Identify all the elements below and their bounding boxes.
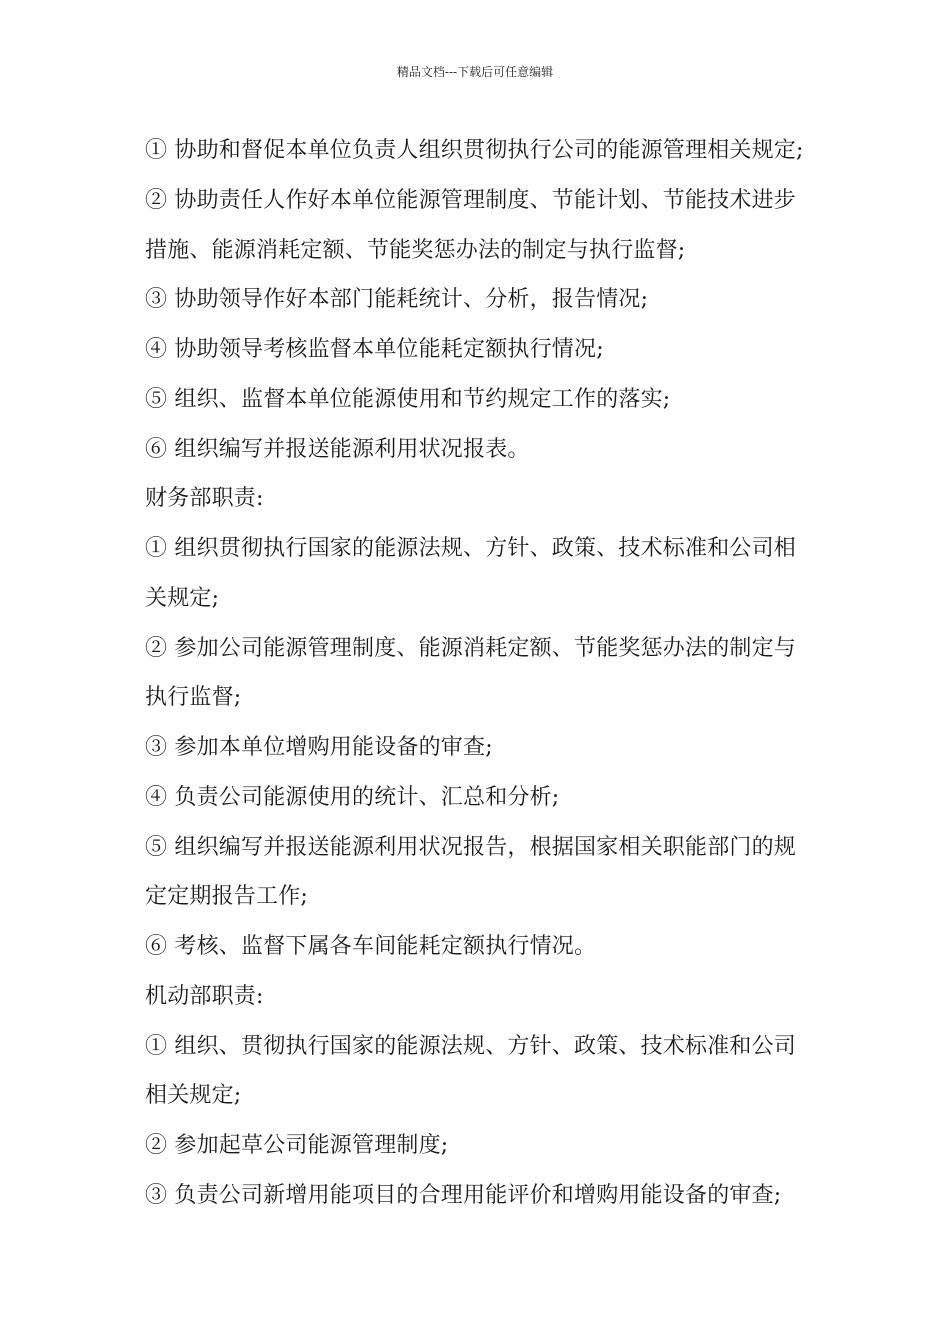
text-line: ② 协助责任人作好本单位能源管理制度、节能计划、节能技术进步 <box>145 187 796 213</box>
text-line: ② 参加公司能源管理制度、能源消耗定额、节能奖惩办法的制定与 <box>145 635 796 661</box>
text-line: 定定期报告工作; <box>145 884 309 910</box>
text-line: ⑥ 组织编写并报送能源利用状况报表。 <box>145 436 530 462</box>
text-line: ① 协助和督促本单位负责人组织贯彻执行公司的能源管理相关规定; <box>145 138 804 163</box>
text-line: 相关规定; <box>145 1083 242 1109</box>
text-line: ③ 协助领导作好本部门能耗统计、分析，报告情况; <box>145 287 649 313</box>
text-line: ⑤ 组织、监督本单位能源使用和节约规定工作的落实; <box>145 386 671 412</box>
text-line: ⑤ 组织编写并报送能源利用状况报告，根据国家相关职能部门的规 <box>145 834 796 860</box>
text-line: ② 参加起草公司能源管理制度; <box>145 1133 449 1158</box>
section-heading: 机动部职责: <box>145 983 264 1009</box>
text-line: ① 组织贯彻执行国家的能源法规、方针、政策、技术标准和公司相 <box>145 536 796 561</box>
text-line: ④ 协助领导考核监督本单位能耗定额执行情况; <box>145 337 604 362</box>
text-line: ③ 参加本单位增购用能设备的审查; <box>145 735 493 760</box>
page-header: 精品文档---下载后可任意编辑 <box>396 65 554 79</box>
text-line: ① 组织、贯彻执行国家的能源法规、方针、政策、技术标准和公司 <box>145 1033 796 1059</box>
text-line: 执行监督; <box>145 685 242 711</box>
text-line: ⑥ 考核、监督下属各车间能耗定额执行情况。 <box>145 934 597 959</box>
document-body <box>145 126 815 1221</box>
text-line: 关规定; <box>145 585 220 611</box>
text-line: ④ 负责公司能源使用的统计、汇总和分析; <box>145 784 560 810</box>
section-heading: 财务部职责: <box>145 486 264 512</box>
text-line: ③ 负责公司新增用能项目的合理用能评价和增购用能设备的审查; <box>145 1182 782 1208</box>
text-line: 措施、能源消耗定额、节能奖惩办法的制定与执行监督; <box>145 237 686 263</box>
